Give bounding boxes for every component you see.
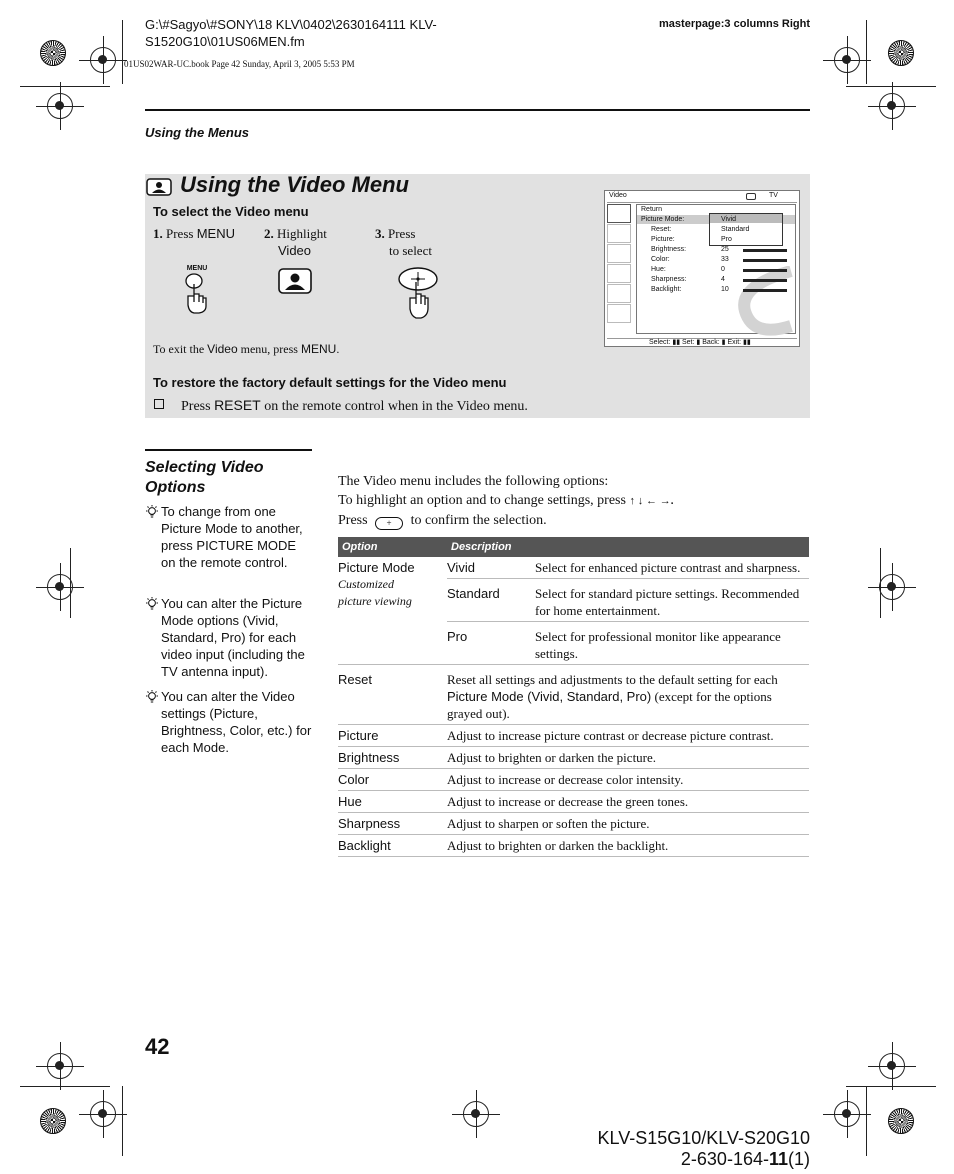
step-1-key: MENU (196, 226, 235, 241)
file-path (145, 16, 437, 50)
osd-row-value: 25 (721, 246, 729, 253)
step-1-text: Press (166, 226, 194, 241)
table-row (338, 725, 809, 747)
osd-row-label: Backlight: (651, 286, 682, 293)
osd-row-value: 33 (721, 256, 729, 263)
sidebar-title-line1: Selecting Video (145, 459, 264, 476)
crop-mark (20, 1086, 110, 1087)
crop-mark (866, 1086, 867, 1156)
model-names: KLV-S15G10/KLV-S20G10 (597, 1128, 810, 1148)
part-code-suffix: (1) (788, 1149, 810, 1169)
mode-name: Vivid (447, 557, 535, 579)
osd-row-value: Vivid (721, 216, 737, 223)
option-description: Adjust to brighten or darken the picture. (447, 747, 809, 769)
sidebar-rule (145, 449, 312, 451)
part-code-bold: 11 (768, 1149, 788, 1169)
option-sub2: picture viewing (338, 594, 412, 608)
starburst-mark (888, 40, 914, 66)
table-row (338, 557, 809, 579)
osd-slider-bar (743, 279, 787, 282)
osd-row-value: 4 (721, 276, 725, 283)
crop-mark (122, 20, 123, 84)
page-number: 42 (145, 1034, 170, 1059)
checkbox-icon (154, 399, 164, 409)
header-rule (145, 109, 810, 111)
lightbulb-icon (145, 690, 159, 704)
intro-line2-text: To highlight an option and to change settings, press (338, 493, 626, 508)
tip-2-text: You can alter the Picture Mode options (Vivid, Standard, Pro) for each video input (including the TV antenna input). (161, 596, 305, 679)
osd-row-value: 0 (721, 266, 725, 273)
intro-line3-suffix: to confirm the selection. (410, 513, 547, 528)
osd-tab-screen-icon (607, 244, 631, 263)
step-1 (153, 225, 235, 242)
osd-row-label: Hue: (651, 266, 666, 273)
osd-row-label: Picture Mode: (641, 216, 685, 223)
masterpage-label: masterpage:3 columns Right (659, 18, 810, 30)
reset-description (447, 665, 809, 725)
osd-row (641, 236, 791, 246)
table-row (338, 665, 809, 725)
step-3-text: Press (388, 226, 416, 241)
option-name: Picture (338, 725, 447, 747)
osd-row (641, 256, 791, 266)
registration-mark (90, 1101, 116, 1127)
panel-title: Using the Video Menu (180, 172, 409, 197)
option-picture-mode: Picture Mode (338, 560, 415, 575)
osd-row (641, 216, 791, 226)
osd-tab-column (607, 204, 631, 336)
enter-button-icon: + (375, 517, 403, 530)
osd-footer-select: Select: (649, 339, 671, 346)
exit-instruction (153, 341, 339, 358)
osd-input-icon (746, 193, 756, 200)
select-heading: To select the Video menu (153, 204, 309, 219)
file-path-line2: S1520G10\01US06MEN.fm (145, 34, 305, 49)
option-description: Adjust to increase picture contrast or decrease picture contrast. (447, 725, 809, 747)
option-description: Adjust to increase or decrease color intensity. (447, 769, 809, 791)
exit-mid: menu, press (240, 342, 298, 356)
exit-key-menu: MENU (300, 342, 337, 356)
intro-line1: The Video menu includes the following options: (338, 474, 609, 489)
osd-row-label: Color: (651, 256, 670, 263)
menu-button-icon (182, 265, 212, 315)
osd-slider-bar (743, 289, 787, 292)
step-2-text: Highlight (277, 226, 327, 241)
sidebar-title-line2: Options (145, 479, 206, 496)
video-tab-icon (278, 268, 312, 299)
mode-description: Select for professional monitor like appearance settings. (535, 622, 809, 665)
reset-desc-key: Picture Mode (Vivid, Standard, Pro) (447, 689, 652, 704)
osd-footer-back: Back: (702, 339, 720, 346)
registration-mark (47, 93, 73, 119)
table-row (338, 813, 809, 835)
arrow-keys-icon: ↑ ↓ ← →. (629, 495, 674, 507)
osd-row-label: Return (641, 206, 663, 213)
osd-tab-channel-icon (607, 264, 631, 283)
osd-row (641, 286, 791, 296)
intro-text (338, 472, 673, 530)
option-cell (338, 557, 447, 665)
osd-row-label: Brightness: (651, 246, 687, 253)
tip-3 (145, 688, 312, 756)
step-3-text2: to select (389, 243, 432, 258)
mode-description: Select for standard picture settings. Recommended for home entertainment. (535, 579, 809, 622)
mode-description: Select for enhanced picture contrast and sharpness. (535, 557, 809, 579)
options-table (338, 537, 809, 857)
registration-mark (879, 574, 905, 600)
exit-key-video: Video (207, 342, 238, 356)
step-1-number: 1. (153, 226, 163, 241)
intro-line3-prefix: Press (338, 513, 368, 528)
mode-name: Pro (447, 622, 535, 665)
starburst-mark (40, 1108, 66, 1134)
osd-row (641, 276, 791, 286)
osd-tab-setup-icon (607, 304, 631, 323)
table-row (338, 835, 809, 857)
registration-mark (47, 1053, 73, 1079)
osd-footer: Select: ▮▮ Set: ▮ Back: ▮ Exit: ▮▮ (649, 339, 751, 346)
running-head: Using the Menus (145, 125, 250, 140)
osd-divider (607, 202, 797, 203)
registration-mark (879, 93, 905, 119)
option-name: Backlight (338, 835, 447, 857)
crop-mark (846, 1086, 936, 1087)
registration-mark (834, 47, 860, 73)
lightbulb-icon (145, 505, 159, 519)
osd-tab-video-icon (607, 204, 631, 223)
intro-line3 (338, 511, 673, 530)
starburst-mark (888, 1108, 914, 1134)
step-3 (375, 225, 432, 259)
registration-mark (90, 47, 116, 73)
osd-footer-exit: Exit: (727, 339, 742, 346)
option-description: Adjust to brighten or darken the backlight. (447, 835, 809, 857)
intro-line2 (338, 491, 673, 511)
osd-row-value: Standard (721, 226, 750, 233)
joystick-press-icon (396, 266, 442, 325)
part-code-prefix: 2-630-164- (680, 1149, 769, 1169)
table-row (338, 747, 809, 769)
tip-1 (145, 503, 312, 571)
option-name: Brightness (338, 747, 447, 769)
step-2 (264, 225, 327, 259)
osd-slider-bar (743, 269, 787, 272)
option-name: Sharpness (338, 813, 447, 835)
step-2-number: 2. (264, 226, 274, 241)
restore-prefix: Press (181, 399, 211, 414)
exit-prefix: To exit the (153, 342, 205, 356)
option-name: Hue (338, 791, 447, 813)
crop-mark (122, 1086, 123, 1156)
sidebar-title (145, 458, 264, 498)
reset-desc-a: Reset all settings and adjustments to the default setting for each (447, 672, 778, 687)
option-reset: Reset (338, 665, 447, 725)
registration-mark (463, 1101, 489, 1127)
restore-key: RESET (214, 397, 261, 413)
registration-mark (834, 1101, 860, 1127)
table-row (338, 769, 809, 791)
restore-suffix: on the remote control when in the Video menu. (264, 399, 528, 414)
menu-button-label: MENU (186, 265, 208, 272)
book-info-line: 01US02WAR-UC.book Page 42 Sunday, April 3, 2005 5:53 PM (124, 59, 355, 69)
osd-slider-bar (743, 259, 787, 262)
osd-tab-audio-icon (607, 224, 631, 243)
restore-instruction (181, 397, 528, 415)
lightbulb-icon (145, 597, 159, 611)
osd-row-label: Reset: (651, 226, 672, 233)
option-sub1: Customized (338, 577, 395, 591)
step-2-key: Video (278, 243, 312, 258)
video-menu-icon (146, 178, 172, 196)
starburst-mark (40, 40, 66, 66)
exit-suffix: . (336, 342, 340, 356)
crop-mark (846, 86, 936, 87)
restore-heading: To restore the factory default settings for the Video menu (153, 375, 507, 390)
crop-mark (880, 548, 881, 618)
osd-row (641, 206, 791, 216)
table-header-row (338, 537, 809, 557)
crop-mark (70, 548, 71, 618)
crop-mark (866, 20, 867, 84)
part-code (598, 1149, 810, 1170)
osd-source: TV (769, 192, 778, 199)
option-description: Adjust to sharpen or soften the picture. (447, 813, 809, 835)
table-row (338, 791, 809, 813)
osd-slider-bar (743, 249, 787, 252)
osd-row-value: 10 (721, 286, 729, 293)
tip-1-text: To change from one Picture Mode to another, press PICTURE MODE on the remote control. (161, 504, 303, 570)
tip-3-text: You can alter the Video settings (Picture, Brightness, Color, etc.) for each Mode. (161, 689, 312, 755)
crop-mark (20, 86, 110, 87)
header-option: Option (338, 537, 447, 557)
osd-row-label: Picture: (651, 236, 675, 243)
header-description: Description (447, 537, 809, 557)
osd-tab-parent-icon (607, 284, 631, 303)
reset-desc-b: (except for the options grayed out). (447, 689, 772, 721)
osd-row (641, 266, 791, 276)
step-3-number: 3. (375, 226, 385, 241)
model-info (598, 1128, 810, 1170)
osd-row-label: Sharpness: (651, 276, 687, 283)
osd-row (641, 246, 791, 256)
osd-row (641, 226, 791, 236)
file-path-line1: G:\#Sagyo\#SONY\18 KLV\0402\2630164111 KLV- (145, 17, 437, 32)
option-name: Color (338, 769, 447, 791)
tip-2 (145, 595, 312, 680)
mode-name: Standard (447, 579, 535, 622)
osd-row-value: Pro (721, 236, 732, 243)
osd-rows (641, 206, 791, 296)
osd-footer-set: Set: (682, 339, 695, 346)
registration-mark (879, 1053, 905, 1079)
option-description: Adjust to increase or decrease the green tones. (447, 791, 809, 813)
osd-title: Video (609, 192, 627, 199)
